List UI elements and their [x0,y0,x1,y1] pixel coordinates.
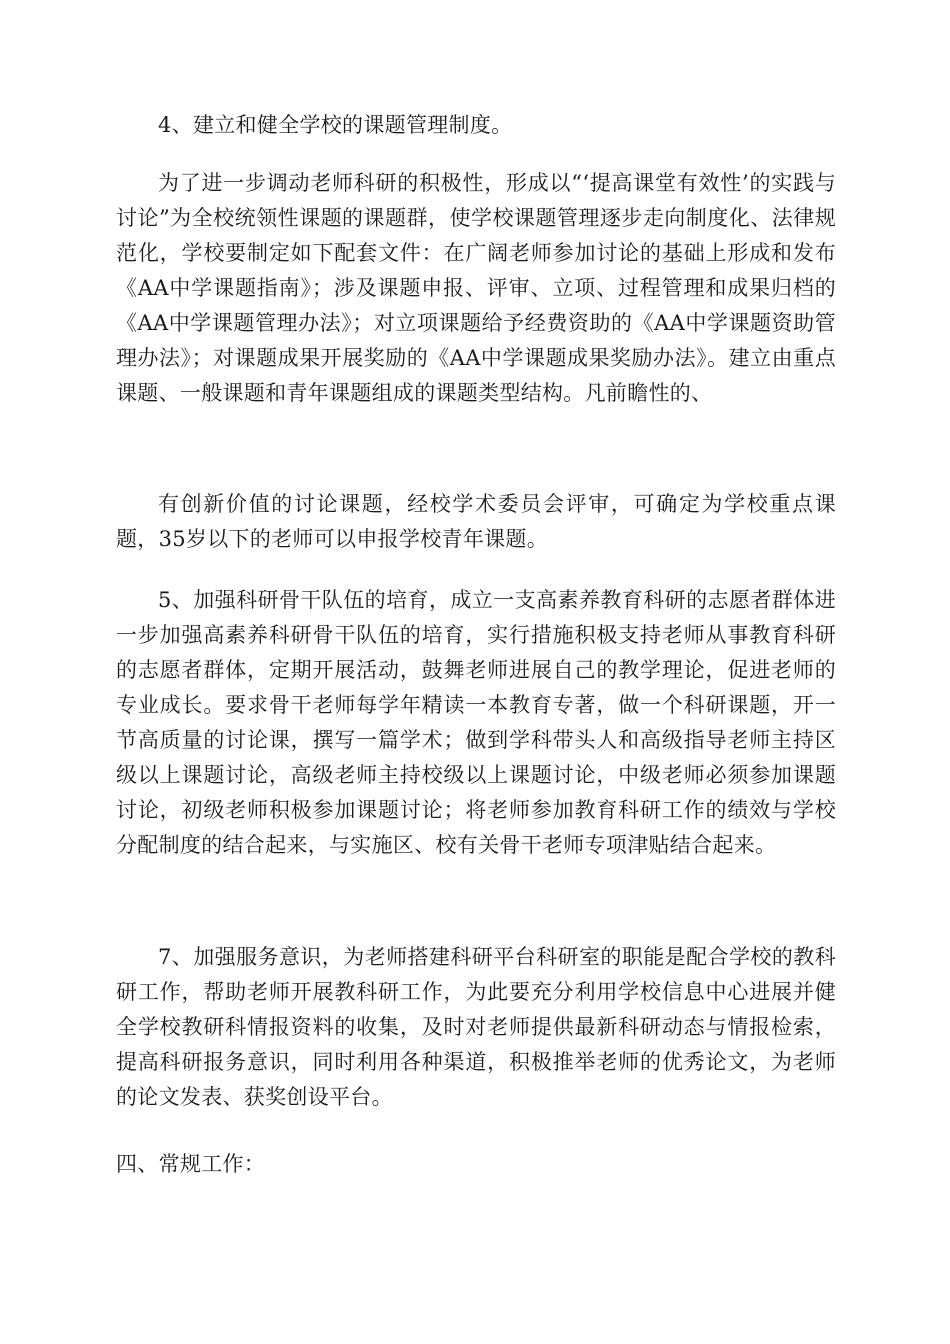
paragraph-section-4-heading: 4、建立和健全学校的课题管理制度。 [158,113,513,137]
section-heading-routine-work: 四、常规工作： [116,1152,266,1176]
paragraph-section-7-service-awareness: 7、加强服务意识，为老师搭建科研平台科研室的职能是配合学校的教科研工作，帮助老师开展教科研工作，为此要充分利用学校信息中心进展并健全学校教研科情报资料的收集，及时对老师提供最新科研动态与情报检索，提高科研报务意识，同时利用各种渠道，积极推举老师的优秀论文，为老师的论文发表、获奖创设平台。 [116,945,836,1109]
paragraph-section-5-backbone-team: 5、加强科研骨干队伍的培育，成立一支高素养教育科研的志愿者群体进一步加强高素养科研骨干队伍的培育，实行措施积极支持老师从事教育科研的志愿者群体，定期开展活动，鼓舞老师进展自己的教学理论，促进老师的专业成长。要求骨干老师每学年精读一本教育专著，做一个科研课题，开一节高质量的讨论课，撰写一篇学术；做到学科带头人和高级指导老师主持区级以上课题讨论，高级老师主持校级以上课题讨论，中级老师必须参加课题讨论，初级老师积极参加课题讨论；将老师参加教育科研工作的绩效与学校分配制度的结合起来，与实施区、校有关骨干老师专项津贴结合起来。 [116,588,836,857]
paragraph-course-management-documents: 为了进一步调动老师科研的积极性，形成以“‘提高课堂有效性’的实践与讨论”为全校统领性课题的课题群，使学校课题管理逐步走向制度化、法律规范化，学校要制定如下配套文件：在广阔老师参加讨论的基础上形成和发布《AA中学课题指南》；涉及课题申报、评审、立项、过程管理和成果归档的《AA中学课题管理办法》；对立项课题给予经费资助的《AA中学课题资助管理办法》；对课题成果开展奖励的《AA中学课题成果奖励办法》。建立由重点课题、一般课题和青年课题组成的课题类型结构。凡前瞻性的、 [116,171,836,405]
paragraph-key-research-topics: 有创新价值的讨论课题，经校学术委员会评审，可确定为学校重点课题，35岁以下的老师可以申报学校青年课题。 [116,492,836,551]
